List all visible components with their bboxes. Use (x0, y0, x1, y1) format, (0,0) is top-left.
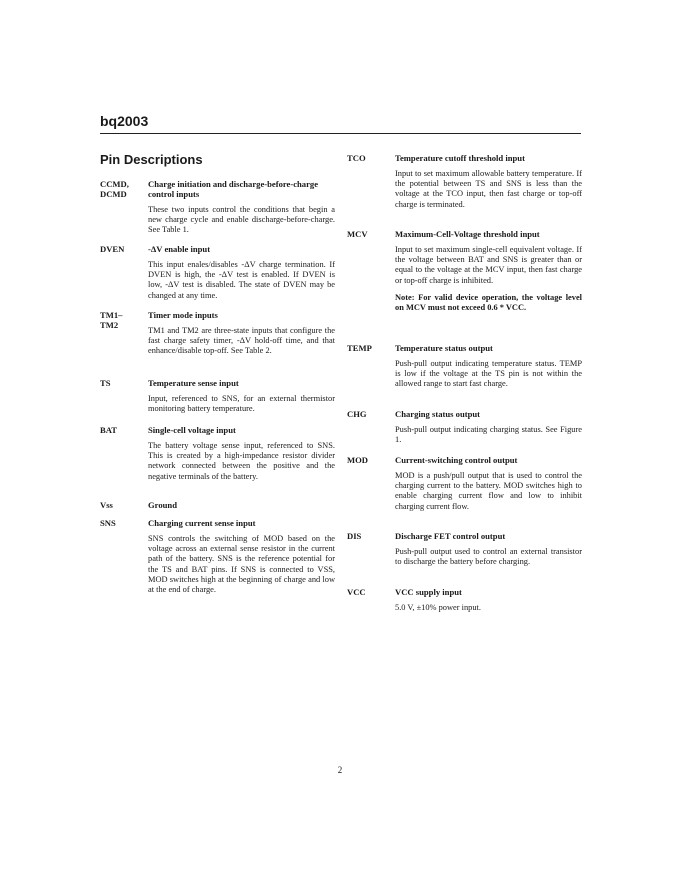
pin-name: MCV (347, 229, 368, 239)
pin-name: Vss (100, 500, 113, 510)
pin-name: CHG (347, 409, 367, 419)
pin-body (395, 343, 582, 390)
pin-name: MOD (347, 455, 369, 465)
pin-name: TEMP (347, 343, 372, 353)
pin-heading: Timer mode inputs (148, 310, 218, 320)
pin-heading: Ground (148, 500, 177, 510)
pin-heading: VCC supply input (395, 587, 462, 597)
pin-body (148, 179, 335, 236)
pin-description: TM1 and TM2 are three-state inputs that configure the fast charge safety timer, -ΔV hold-off time, and that enhance/disable top-off. See Table 2. (148, 326, 335, 356)
pin-body (148, 425, 335, 482)
pin-heading: Single-cell voltage input (148, 425, 236, 435)
pin-heading: Temperature status output (395, 343, 493, 353)
pin-name: SNS (100, 518, 116, 528)
pin-description: Input, referenced to SNS, for an external thermistor monitoring battery temperature. (148, 394, 335, 414)
pin-name (100, 310, 146, 330)
pin-note: Note: For valid device operation, the voltage level on MCV must not exceed 0.6 * VCC. (395, 292, 582, 313)
pin-description: Push-pull output indicating temperature status. TEMP is low if the voltage at the TS pin is not within the allowed range to start fast charge. (395, 359, 582, 389)
pin-description: The battery voltage sense input, referenced to SNS. This is created by a high-impedance resistor divider network connected between the positive and the negative terminals of the battery. (148, 441, 335, 481)
pin-heading: Temperature cutoff threshold input (395, 153, 525, 163)
pin-description: Input to set maximum single-cell equivalent voltage. If the voltage between BAT and SNS is greater than or equal to the voltage at the MCV input, then fast charge or top-off charge is inhibited. (395, 245, 582, 285)
header-rule (100, 133, 581, 134)
pin-name: BAT (100, 425, 118, 435)
pin-description: SNS controls the switching of MOD based on the voltage across an external sense resistor in the current path of the battery. SNS is the reference potential for the TS and BAT pins. If SNS is connected to VSS, MOD switches high at the beginning of charge and low at the end of charge. (148, 534, 335, 595)
pin-description: 5.0 V, ±10% power input. (395, 603, 481, 612)
pin-body (395, 531, 582, 567)
pin-body (148, 518, 335, 595)
pin-heading: Maximum-Cell-Voltage threshold input (395, 229, 540, 239)
pin-name-text: CCMD, DCMD (100, 179, 129, 199)
section-title: Pin Descriptions (100, 152, 203, 167)
pin-body (395, 229, 582, 313)
pin-description: MOD is a push/pull output that is used to control the charging current to the battery. MOD switches high to enable charging current flow and low to inhibit charging current flow. (395, 471, 582, 511)
pin-heading: Charging current sense input (148, 518, 256, 528)
page-number: 2 (337, 765, 343, 775)
pin-body (148, 378, 335, 414)
pin-body (148, 244, 335, 301)
pin-name: VCC (347, 587, 366, 597)
pin-description: Push-pull output indicating charging status. See Figure 1. (395, 425, 582, 445)
pin-name: DVEN (100, 244, 125, 254)
pin-name: TCO (347, 153, 366, 163)
pin-name: DIS (347, 531, 362, 541)
pin-description: Input to set maximum allowable battery temperature. If the potential between TS and SNS is less than the voltage at the TCO input, then fast charge or top-off charge is terminated. (395, 169, 582, 209)
pin-heading: Charging status output (395, 409, 481, 419)
pin-body (395, 153, 582, 210)
pin-body (395, 455, 582, 512)
pin-heading: Temperature sense input (148, 378, 239, 388)
pin-name (100, 179, 146, 199)
pin-body (395, 587, 582, 613)
pin-name-text: TM1– TM2 (100, 310, 123, 330)
pin-heading: Charge initiation and discharge-before-charge control inputs (148, 179, 319, 199)
pin-heading: Current-switching control output (395, 455, 518, 465)
pin-body (148, 310, 335, 357)
pin-body (395, 409, 582, 445)
pin-heading: Discharge FET control output (395, 531, 506, 541)
pin-heading: -ΔV enable input (148, 244, 211, 254)
pin-description: Push-pull output used to control an external transistor to discharge the battery before charging. (395, 547, 582, 567)
pin-name: TS (100, 378, 111, 388)
pin-description: These two inputs control the conditions that begin a new charge cycle and enable discharge-before-charge. See Table 1. (148, 205, 335, 235)
pin-description: This input enales/disables -ΔV charge termination. If DVEN is high, the -ΔV test is enabled. If DVEN is low, -ΔV test is disabled. The state of DVEN may be changed at any time. (148, 260, 335, 300)
pin-body (148, 500, 335, 516)
document-title: bq2003 (100, 113, 149, 129)
